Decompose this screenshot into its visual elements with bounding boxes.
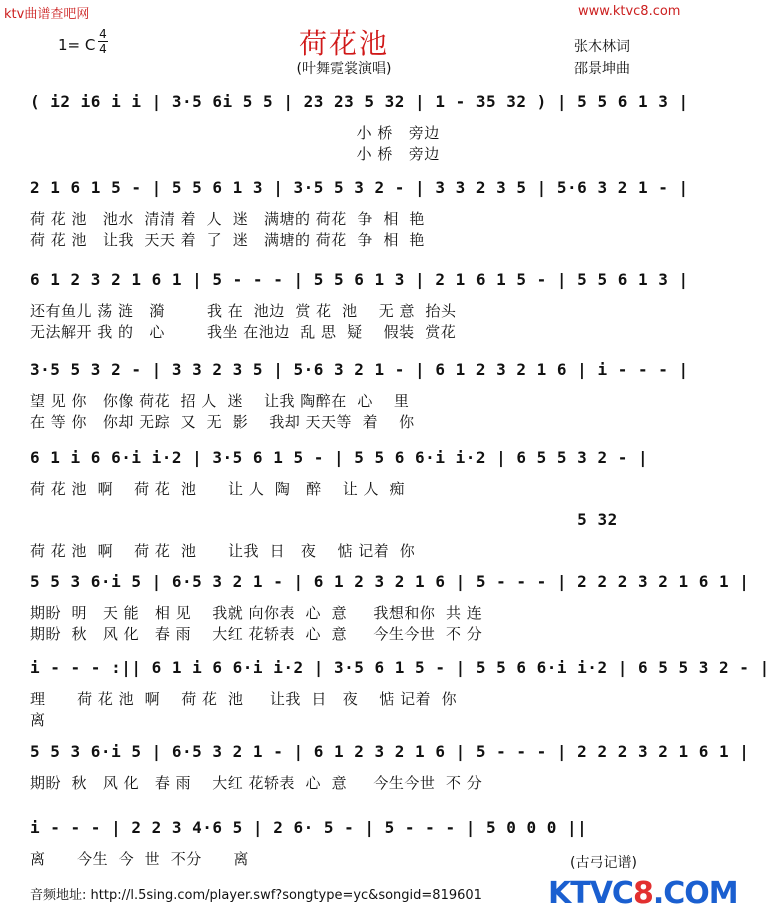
logo-part-a: KTVC (548, 876, 633, 911)
lyric-line: 荷 花 池 池水 清清 着 人 迷 满塘的 荷花 争 相 艳 (30, 210, 425, 228)
song-title: 荷花池 (298, 27, 389, 60)
notation-row: 5 32 (30, 510, 618, 529)
lyric-line: 离 (30, 711, 46, 729)
lyric-line: 理 荷 花 池 啊 荷 花 池 让我 日 夜 惦 记着 你 (30, 690, 458, 708)
lyric-line: 还有鱼儿 荡 涟 漪 我 在 池边 赏 花 池 无 意 抬头 (30, 302, 457, 320)
site-logo (548, 876, 738, 911)
site-url: www.ktvc8.com (578, 4, 681, 19)
transcriber-credit: (古弓记谱) (570, 855, 637, 871)
logo-part-b: 8 (632, 876, 653, 911)
lyric-line: 期盼 秋 风 化 春 雨 大红 花轿表 心 意 今生今世 不 分 (30, 774, 483, 792)
lyric-line: 荷 花 池 让我 天天 着 了 迷 满塘的 荷花 争 相 艳 (30, 231, 425, 249)
notation-row: 6 1 i 6 6·i i·2 | 3·5 6 1 5 - | 5 5 6 6·i i·2 | 6 5 5 3 2 - | (30, 448, 649, 467)
lyric-line: 在 等 你 你却 无踪 又 无 影 我却 天天等 着 你 (30, 413, 415, 431)
lyric-line: 离 今生 今 世 不分 离 (30, 850, 249, 868)
notation-row: 6 1 2 3 2 1 6 1 | 5 - - - | 5 5 6 1 3 | 2 1 6 1 5 - | 5 5 6 1 3 | (30, 270, 689, 289)
lyric-line: 荷 花 池 啊 荷 花 池 让我 日 夜 惦 记着 你 (30, 542, 416, 560)
notation-row: 5 5 3 6·i 5 | 6·5 3 2 1 - | 6 1 2 3 2 1 6 | 5 - - - | 2 2 2 3 2 1 6 1 | (30, 742, 750, 761)
lyric-line: 无法解开 我 的 心 我坐 在池边 乱 思 疑 假装 赏花 (30, 323, 457, 341)
key-signature: 1= C (58, 36, 96, 54)
site-name: ktv曲谱查吧网 (4, 7, 90, 22)
time-numerator: 4 (99, 27, 107, 41)
notation-row: i - - - :|| 6 1 i 6 6·i i·2 | 3·5 6 1 5 - | 5 5 6 6·i i·2 | 6 5 5 3 2 - | (30, 658, 770, 677)
notation-row: ( i2 i6 i i | 3·5 6i 5 5 | 23 23 5 32 | 1 - 35 32 ) | 5 5 6 1 3 | (30, 92, 689, 111)
lyric-line: 期盼 秋 风 化 春 雨 大红 花轿表 心 意 今生今世 不 分 (30, 625, 483, 643)
song-subtitle: (叶舞霓裳演唱) (296, 61, 392, 77)
lyricist: 张木林词 (574, 39, 630, 55)
lyric-line: 荷 花 池 啊 荷 花 池 让 人 陶 醉 让 人 痴 (30, 480, 406, 498)
logo-part-c: .COM (652, 876, 738, 911)
notation-row: i - - - | 2 2 3 4·6 5 | 2 6· 5 - | 5 - - - | 5 0 0 0 || (30, 818, 588, 837)
lyric-line: 小 桥 旁边 (30, 145, 440, 163)
lyric-line: 期盼 明 天 能 相 见 我就 向你表 心 意 我想和你 共 连 (30, 604, 483, 622)
audio-link[interactable]: 音频地址: http://l.5sing.com/player.swf?songtype=yc&songid=819601 (30, 888, 482, 903)
lyric-line: 小 桥 旁边 (30, 124, 440, 142)
notation-row: 5 5 3 6·i 5 | 6·5 3 2 1 - | 6 1 2 3 2 1 6 | 5 - - - | 2 2 2 3 2 1 6 1 | (30, 572, 750, 591)
lyric-line: 望 见 你 你像 荷花 招 人 迷 让我 陶醉在 心 里 (30, 392, 410, 410)
notation-row: 2 1 6 1 5 - | 5 5 6 1 3 | 3·5 5 3 2 - | 3 3 2 3 5 | 5·6 3 2 1 - | (30, 178, 689, 197)
composer: 邵景坤曲 (574, 61, 630, 77)
notation-row: 3·5 5 3 2 - | 3 3 2 3 5 | 5·6 3 2 1 - | 6 1 2 3 2 1 6 | i - - - | (30, 360, 689, 379)
time-denominator: 4 (99, 42, 107, 56)
